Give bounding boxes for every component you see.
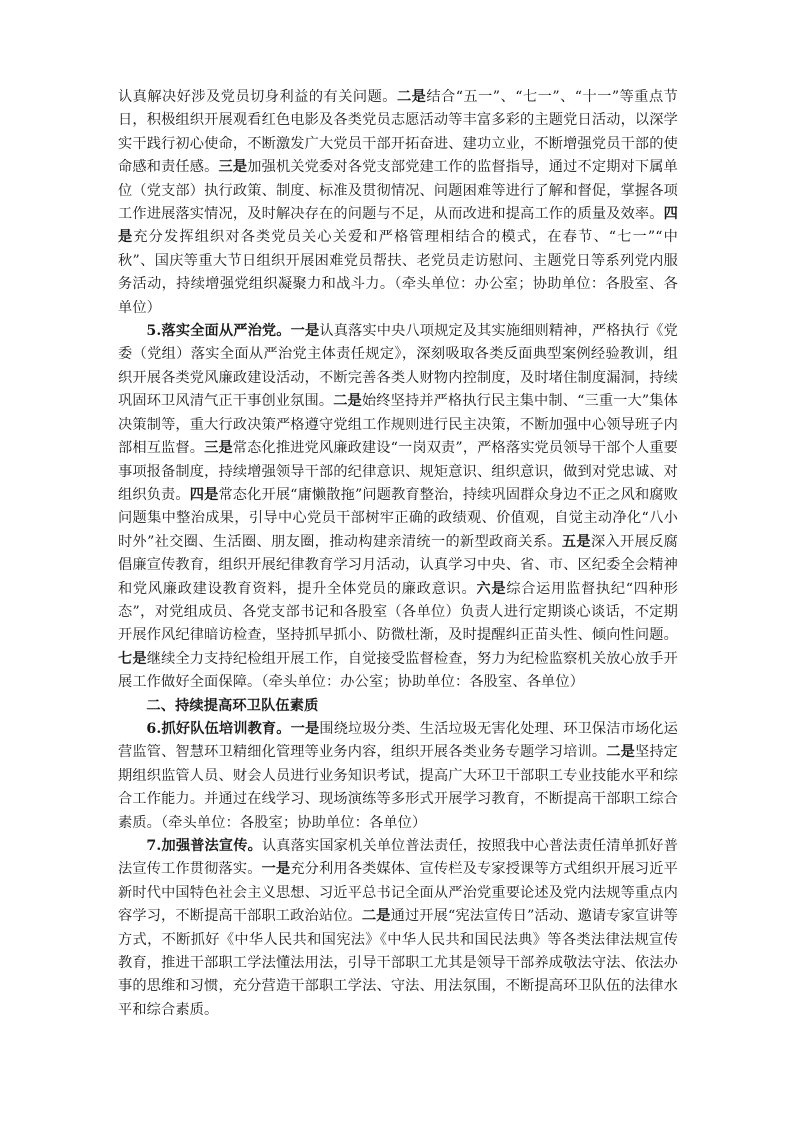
text-run: 充分发挥组织对各类党员关心关爱和严格管理相结合的模式，在春节、“七一”“中秋”、国庆等重大节日组织开展困难党员帮扶、老党员走访慰问、主题党日等系列党内服务活动，持续增强党组织凝聚力和战斗力。（牵头单位：办公室；协助单位：各股室、各单位） — [118, 229, 678, 316]
keyword-bold: 一是 — [290, 720, 320, 737]
keyword-bold: 三是 — [204, 440, 233, 457]
text-run: 认真解决好涉及党员切身利益的有关问题。 — [118, 89, 397, 105]
text-run: 继续全力支持纪检组开展工作，自觉接受监督检查，努力为纪检监察机关放心放手开展工作做好全面保障。（牵头单位：办公室；协助单位：各股室、各单位） — [118, 650, 678, 691]
document-page — [118, 86, 678, 1022]
text-run: 充分利用各类媒体、宣传栏及专家授课等方式组织开展习近平新时代中国特色社会主义思想、习近平总书记全面从严治党重要论述及党内法规等重点内容学习，不断提高干部职工政治站位。 — [118, 861, 678, 925]
text-run: 坚持定期组织监管人员、财会人员进行业务知识考试，提高广大环卫干部职工专业技能水平和综合工作能力。并通过在线学习、现场演练等多形式开展学习教育，不断提高干部职工综合素质。（牵头单位：各股室；协助单位：各单位） — [118, 744, 678, 831]
keyword-bold: 六是 — [476, 580, 507, 597]
keyword-bold: 二是 — [606, 744, 635, 761]
keyword-bold: 四是 — [118, 206, 678, 246]
text-run: 深入开展反腐倡廉宣传教育，组织开展纪律教育学习月活动，认真学习中央、省、市、区纪委全会精神和党风廉政建设教育资料，提升全体党员的廉政意识。 — [118, 533, 678, 597]
keyword-bold: 二是 — [333, 393, 362, 410]
keyword-bold: 二是 — [396, 89, 427, 105]
text-run: 结合“五一”、“七一”、“十一”等重点节日，积极组织开展观看红色电影及各类党员志愿活动等丰富多彩的主题党日活动，以深学实干践行初心使命，不断激发广大党员干部开拓奋进、建功立业，不断增强党员干部的使命感和责任感。 — [118, 89, 678, 176]
text-run: 始终坚持并严格执行民主集中制、“三重一大”集体决策制等，重大行政决策严格遵守党组工作规则进行民主决策，不断加强中心领导班子内部相互监督。 — [118, 393, 678, 457]
keyword-bold: 一是 — [261, 861, 291, 878]
text-run: 认真落实中央八项规定及其实施细则精神，严格执行《党委（党组）落实全面从严治党主体责任规定》，深刻吸取各类反面典型案例经验教训，组织开展各类党风廉政建设活动，不断完善各类人财物内控制度，及时堵住制度漏洞，持续巩固环卫风清气正干事创业氛围。 — [118, 323, 678, 410]
keyword-bold: 五是 — [561, 533, 591, 550]
text-run: 常态化开展“庸懒散拖”问题教育整治，持续巩固群众身边不正之风和腐败问题集中整治成果，引导中心党员干部树牢正确的政绩观、价值观，自觉主动净化“八小时外”社交圈、生活圈、朋友圈，推动构建亲清统一的新型政商关系。 — [118, 486, 678, 550]
paragraph-party-activities — [118, 86, 678, 320]
chapter-heading: 二、持续提高环卫队伍素质 — [146, 697, 319, 714]
keyword-bold: 七是 — [118, 650, 147, 667]
text-run: 综合运用监督执纪“四种形态”，对党组成员、各党支部书记和各股室（各单位）负责人进行定期谈心谈话，不定期开展作风纪律暗访检查，坚持抓早抓小、防微杜渐，及时提醒纠正苗头性、倾向性问题。 — [118, 580, 678, 644]
keyword-bold: 三是 — [218, 159, 248, 176]
text-run: 加强机关党委对各党支部党建工作的监督指导，通过不定期对下属单位（党支部）执行政策、制度、标准及贯彻情况、问题困难等进行了解和督促，掌握各项工作进展落实情况，及时解决存在的问题与不足，从而改进和提高工作的质量及效率。 — [118, 159, 678, 223]
keyword-bold: 一是 — [290, 323, 320, 340]
paragraph-legal-publicity — [118, 835, 678, 1022]
keyword-bold: 二是 — [361, 908, 391, 925]
paragraph-strict-governance — [118, 320, 678, 695]
text-run: 围绕垃圾分类、生活垃圾无害化处理、环卫保洁市场化运营监管、智慧环卫精细化管理等业务内容，组织开展各类业务专题学习培训。 — [118, 720, 678, 761]
section-heading: 5.落实全面从严治党。 — [146, 323, 291, 340]
text-run: 认真落实国家机关单位普法责任，按照我中心普法责任清单抓好普法宣传工作贯彻落实。 — [118, 838, 678, 878]
paragraph-training — [118, 718, 678, 835]
text-run: 通过开展“宪法宣传日”活动、邀请专家宣讲等方式，不断抓好《中华人民共和国宪法》《中华人民共和国民法典》等各类法律法规宣传教育，推进干部职工学法懂法用法，引导干部职工尤其是领导干部养成敬法守法、依法办事的思维和习惯，充分营造干部职工学法、守法、用法氛围，不断提高环卫队伍的法律水平和综合素质。 — [118, 908, 678, 1018]
section-heading: 7.加强普法宣传。 — [146, 838, 262, 854]
text-run: 常态化推进党风廉政建设“一岗双责”，严格落实党员领导干部个人重要事项报备制度，持续增强领导干部的纪律意识、规矩意识、组织意识，做到对党忠诚、对组织负责。 — [118, 440, 679, 503]
keyword-bold: 四是 — [189, 486, 219, 503]
section-heading: 6.抓好队伍培训教育。 — [146, 720, 291, 737]
